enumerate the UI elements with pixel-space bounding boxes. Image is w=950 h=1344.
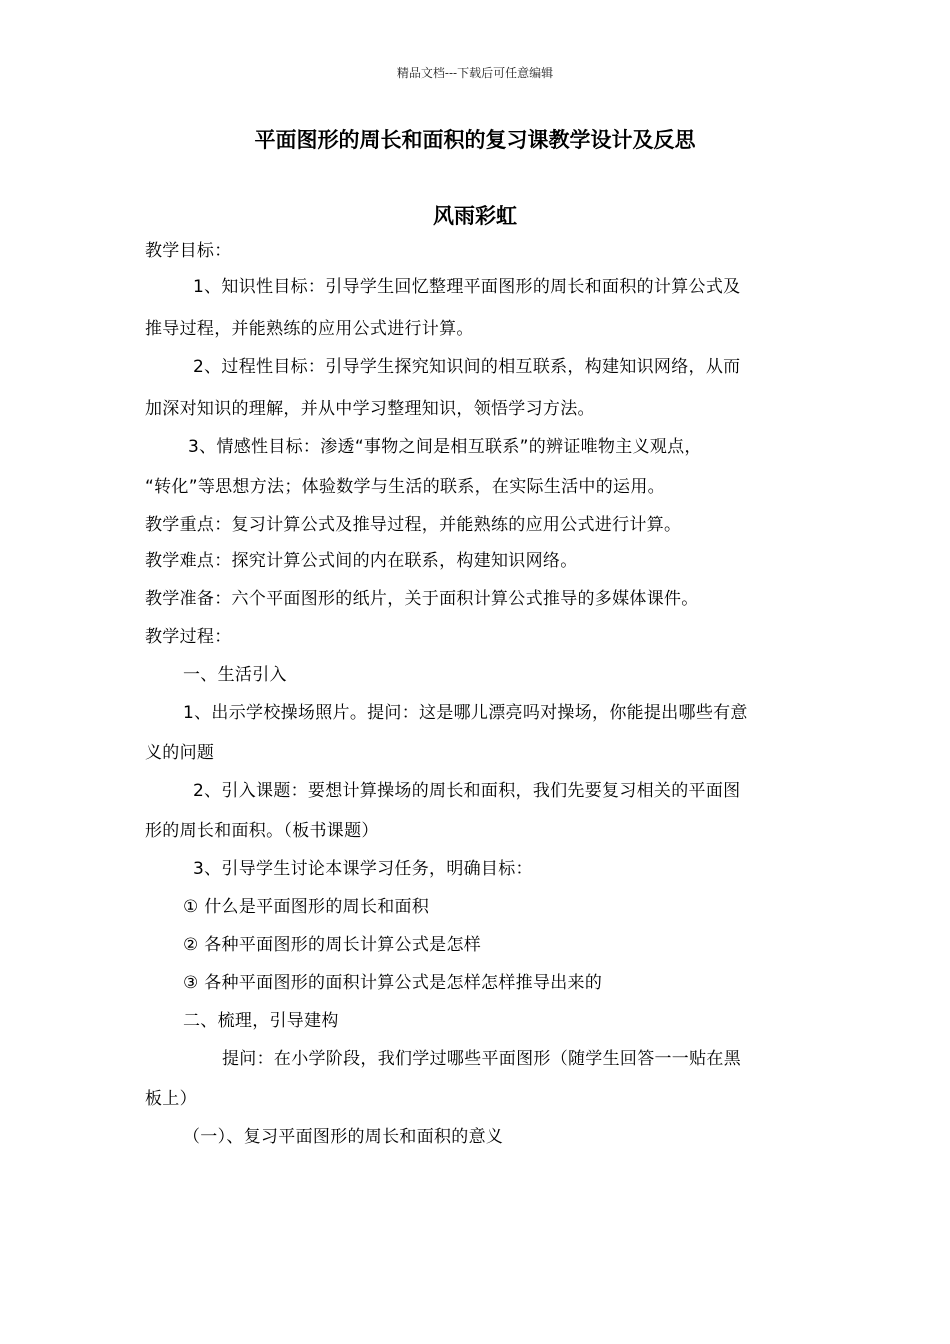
section-heading: 一、生活引入: [183, 665, 287, 685]
text-line: 教学难点：探究计算公式间的内在联系，构建知识网络。: [145, 551, 578, 571]
text-line: 1、出示学校操场照片。提问：这是哪儿漂亮吗对操场，你能提出哪些有意: [183, 703, 748, 723]
document-title: 平面图形的周长和面积的复习课教学设计及反思: [254, 128, 696, 152]
header-note: 精品文档---下载后可任意编辑: [396, 66, 554, 80]
text-line: 形的周长和面积。（板书课题）: [145, 821, 379, 841]
text-line: 1、知识性目标：引导学生回忆整理平面图形的周长和面积的计算公式及: [193, 277, 741, 297]
text-line: 推导过程，并能熟练的应用公式进行计算。: [145, 319, 474, 339]
subsection-heading: （一）、复习平面图形的周长和面积的意义: [183, 1127, 504, 1147]
text-line: 3、情感性目标：渗透“事物之间是相互联系”的辨证唯物主义观点，: [188, 437, 702, 457]
section-heading: 二、梳理，引导建构: [183, 1011, 339, 1031]
text-line: 提问：在小学阶段，我们学过哪些平面图形（随学生回答一一贴在黑: [222, 1049, 741, 1069]
text-line: 义的问题: [145, 743, 215, 763]
text-line: 板上）: [145, 1089, 197, 1109]
text-line: 教学目标：: [145, 241, 232, 261]
text-line: “转化”等思想方法；体验数学与生活的联系，在实际生活中的运用。: [145, 477, 665, 497]
text-line: 教学过程：: [145, 627, 232, 647]
author-name: 风雨彩虹: [433, 204, 517, 228]
text-line: 3、引导学生讨论本课学习任务，明确目标：: [193, 859, 533, 879]
list-item: ① 什么是平面图形的周长和面积: [183, 897, 430, 917]
text-line: 教学重点：复习计算公式及推导过程，并能熟练的应用公式进行计算。: [145, 515, 682, 535]
text-line: 教学准备：六个平面图形的纸片，关于面积计算公式推导的多媒体课件。: [145, 589, 699, 609]
text-line: 加深对知识的理解，并从中学习整理知识，领悟学习方法。: [145, 399, 595, 419]
list-item: ② 各种平面图形的周长计算公式是怎样: [183, 935, 482, 955]
text-line: 2、过程性目标：引导学生探究知识间的相互联系，构建知识网络，从而: [193, 357, 741, 377]
list-item: ③ 各种平面图形的面积计算公式是怎样怎样推导出来的: [183, 973, 603, 993]
text-line: 2、引入课题：要想计算操场的周长和面积，我们先要复习相关的平面图: [193, 781, 741, 801]
